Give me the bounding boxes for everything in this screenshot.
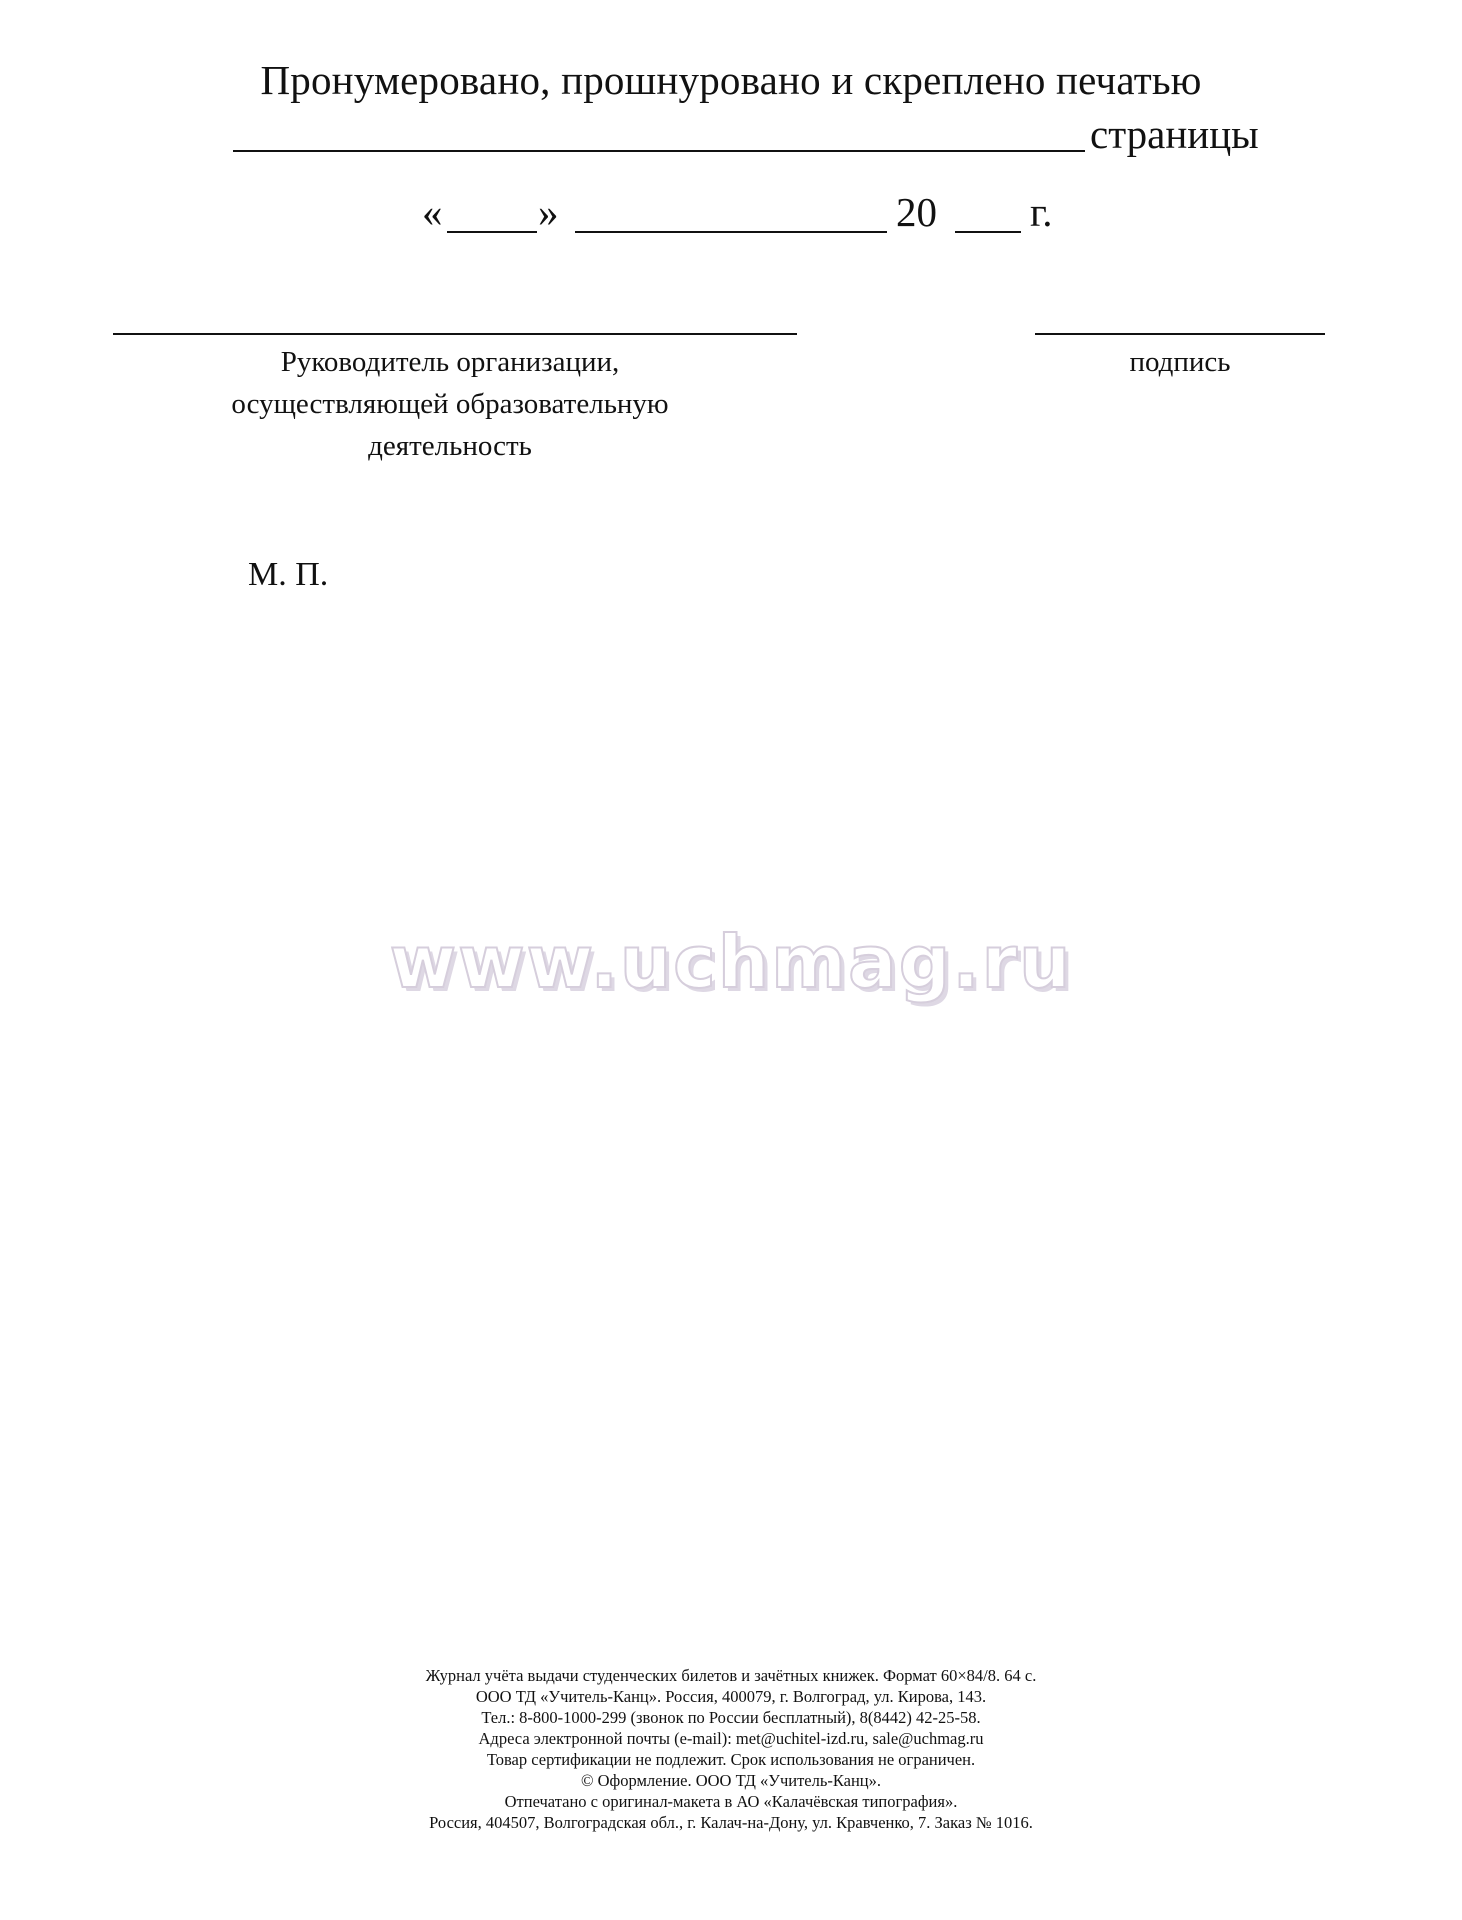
role-line: деятельность: [368, 430, 532, 462]
role-line: Руководитель организации,: [280, 346, 620, 378]
date-open-quote: «: [422, 189, 443, 235]
pages-count-blank-line: [233, 150, 1085, 152]
head-role-caption: [150, 341, 750, 467]
publisher-imprint: [0, 1665, 1462, 1833]
date-month-blank-line: [575, 231, 887, 233]
imprint-line: Россия, 404507, Волгоградская обл., г. Калач-на-Дону, ул. Кравченко, 7. Заказ № 1016.: [429, 1813, 1033, 1832]
watermark: www.uchmag.ru: [389, 920, 1073, 1004]
date-day-blank-line: [447, 231, 537, 233]
document-title: Пронумеровано, прошнуровано и скреплено печатью: [260, 57, 1202, 103]
date-year-blank-line: [955, 231, 1021, 233]
signature-blank-line: [1035, 333, 1325, 335]
imprint-line: Отпечатано с оригинал-макета в АО «Калачёвская типография».: [504, 1792, 958, 1811]
pages-word: страницы: [1090, 111, 1259, 157]
imprint-line: Адреса электронной почты (e-mail): met@uchitel-izd.ru, sale@uchmag.ru: [478, 1729, 984, 1748]
date-year-suffix: г.: [1030, 189, 1053, 235]
imprint-line: Журнал учёта выдачи студенческих билетов и зачётных книжек. Формат 60×84/8. 64 с.: [425, 1666, 1037, 1685]
imprint-line: ООО ТД «Учитель-Канц». Россия, 400079, г. Волгоград, ул. Кирова, 143.: [475, 1687, 987, 1706]
signature-caption: подпись: [1129, 346, 1231, 378]
imprint-line: Товар сертификации не подлежит. Срок использования не ограничен.: [486, 1750, 976, 1769]
date-century: 20: [896, 189, 937, 235]
imprint-line: Тел.: 8-800-1000-299 (звонок по России бесплатный), 8(8442) 42-25-58.: [481, 1708, 981, 1727]
date-close-quote: »: [538, 189, 559, 235]
head-name-blank-line: [113, 333, 797, 335]
role-line: осуществляющей образовательную: [231, 388, 669, 420]
stamp-place-label: М. П.: [248, 556, 329, 593]
imprint-line: © Оформление. ООО ТД «Учитель-Канц».: [580, 1771, 882, 1790]
